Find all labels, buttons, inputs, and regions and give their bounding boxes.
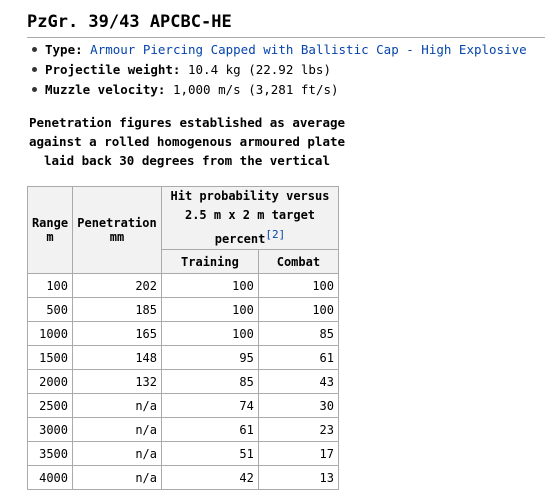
table-row xyxy=(28,418,339,442)
cell-combat: 23 xyxy=(258,418,338,442)
cell-training: 51 xyxy=(162,442,259,466)
cell-penetration: n/a xyxy=(73,418,162,442)
table-caption: Penetration figures established as average against a rolled homogenous armoured plate laid back 30 degrees from the vertical xyxy=(28,115,346,168)
cell-penetration: n/a xyxy=(73,394,162,418)
fact-value: 1,000 m/s (3,281 ft/s) xyxy=(172,82,339,97)
page-title: PzGr. 39/43 APCBC-HE xyxy=(27,12,232,32)
cell-penetration: 165 xyxy=(73,322,162,346)
cell-combat: 17 xyxy=(258,442,338,466)
cell-range: 500 xyxy=(28,298,73,322)
facts-list xyxy=(32,40,527,100)
cell-training: 100 xyxy=(162,298,259,322)
header-penetration-label: Penetration mm xyxy=(77,216,157,244)
bullet-icon xyxy=(32,47,37,52)
cell-penetration: 185 xyxy=(73,298,162,322)
cell-combat: 61 xyxy=(258,346,338,370)
cell-range: 3500 xyxy=(28,442,73,466)
fact-type xyxy=(32,40,527,60)
cell-penetration: n/a xyxy=(73,442,162,466)
cell-penetration: 202 xyxy=(73,274,162,298)
table-row xyxy=(28,298,339,322)
header-training-label: Training xyxy=(181,254,239,269)
header-hit-probability-label: Hit probability versus 2.5 m x 2 m target percent xyxy=(170,189,330,246)
cell-range: 4000 xyxy=(28,466,73,490)
fact-label: Muzzle velocity: xyxy=(45,82,166,97)
bullet-icon xyxy=(32,87,37,92)
header-hit-probability xyxy=(162,187,339,250)
cell-combat: 85 xyxy=(258,322,338,346)
cell-range: 1000 xyxy=(28,322,73,346)
header-combat-label: Combat xyxy=(276,254,321,269)
table-row xyxy=(28,394,339,418)
title-underline xyxy=(27,37,545,38)
table-row xyxy=(28,274,339,298)
cell-range: 2500 xyxy=(28,394,73,418)
cell-training: 100 xyxy=(162,274,259,298)
cell-penetration: n/a xyxy=(73,466,162,490)
header-training xyxy=(162,250,259,274)
cell-penetration: 132 xyxy=(73,370,162,394)
table-row xyxy=(28,442,339,466)
cell-combat: 100 xyxy=(258,274,338,298)
fact-label: Type: xyxy=(45,42,83,57)
cell-range: 100 xyxy=(28,274,73,298)
reference-link[interactable]: [2] xyxy=(265,228,286,241)
fact-projectile-weight xyxy=(32,60,527,80)
table-row xyxy=(28,346,339,370)
cell-training: 85 xyxy=(162,370,259,394)
fact-muzzle-velocity xyxy=(32,80,527,100)
cell-training: 61 xyxy=(162,418,259,442)
type-link[interactable]: Armour Piercing Capped with Ballistic Cap - High Explosive xyxy=(90,42,527,57)
header-penetration xyxy=(73,187,162,274)
cell-training: 42 xyxy=(162,466,259,490)
cell-training: 74 xyxy=(162,394,259,418)
penetration-table xyxy=(27,186,339,490)
fact-label: Projectile weight: xyxy=(45,62,181,77)
header-range xyxy=(28,187,73,274)
cell-penetration: 148 xyxy=(73,346,162,370)
cell-training: 100 xyxy=(162,322,259,346)
table-row xyxy=(28,466,339,490)
table-row xyxy=(28,370,339,394)
cell-training: 95 xyxy=(162,346,259,370)
cell-range: 3000 xyxy=(28,418,73,442)
cell-range: 1500 xyxy=(28,346,73,370)
cell-combat: 100 xyxy=(258,298,338,322)
cell-combat: 13 xyxy=(258,466,338,490)
table-row xyxy=(28,322,339,346)
cell-combat: 43 xyxy=(258,370,338,394)
cell-range: 2000 xyxy=(28,370,73,394)
fact-value: 10.4 kg (22.92 lbs) xyxy=(188,62,331,77)
header-combat xyxy=(258,250,338,274)
header-range-label: Range m xyxy=(31,216,69,244)
bullet-icon xyxy=(32,67,37,72)
cell-combat: 30 xyxy=(258,394,338,418)
